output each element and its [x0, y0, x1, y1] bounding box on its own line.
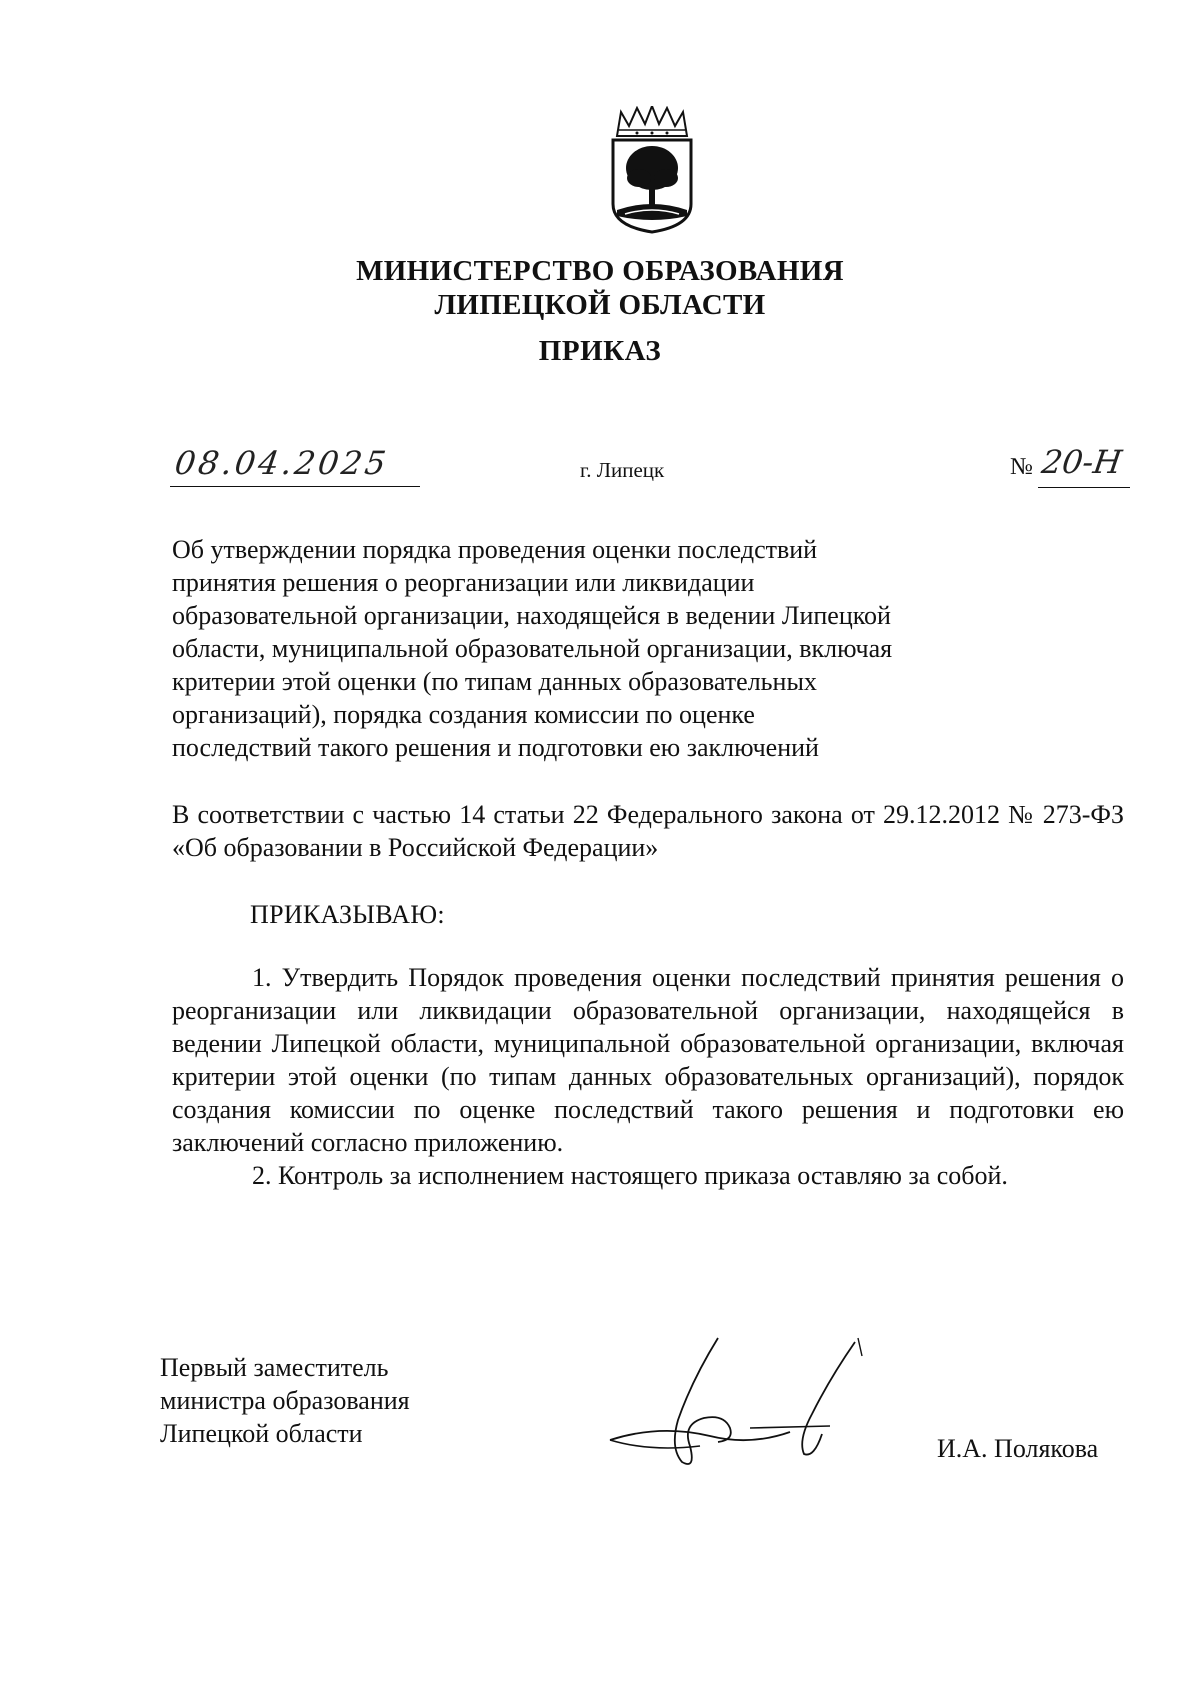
document-type: ПРИКАЗ [538, 335, 662, 367]
order-items [172, 961, 1124, 1192]
document-number: 20-Н [1039, 443, 1125, 481]
number-underline [1038, 487, 1130, 488]
position-line: министра образования [160, 1386, 410, 1415]
subject-line: организаций), порядка создания комиссии по оценке [172, 700, 755, 729]
signatory-name: И.А. Полякова [937, 1434, 1099, 1463]
signatory-position [160, 1351, 480, 1450]
position-line: Липецкой области [160, 1419, 363, 1448]
organization-name [0, 254, 1200, 322]
order-directive: ПРИКАЗЫВАЮ: [250, 900, 445, 929]
city: г. Липецк [580, 458, 665, 482]
org-line-2: ЛИПЕЦКОЙ ОБЛАСТИ [434, 289, 766, 321]
coat-of-arms-icon [611, 106, 693, 234]
date-underline [170, 486, 420, 487]
subject-line: принятия решения о реорганизации или ликвидации [172, 568, 755, 597]
subject-line: последствий такого решения и подготовки ею заключений [172, 733, 819, 762]
org-line-1: МИНИСТЕРСТВО ОБРАЗОВАНИЯ [356, 255, 844, 287]
order-item: 2. Контроль за исполнением настоящего приказа оставляю за собой. [252, 1161, 1008, 1190]
subject-line: области, муниципальной образовательной организации, включая [172, 634, 893, 663]
order-item: 1. Утвердить Порядок проведения оценки последствий принятия решения о реорганизации или ликвидации образовательной организации, находящейся в ведении Липецкой области, муниципальной образовательной организации, включая критерии этой оценки (по типам данных образовательных организаций), порядок создания комиссии по оценке последствий такого решения и подготовки ею заключений согласно приложению. [172, 963, 1124, 1157]
order-subject [172, 533, 992, 764]
legal-basis: В соответствии с частью 14 статьи 22 Федерального закона от 29.12.2012 № 273-ФЗ «Об образовании в Российской Федерации» [172, 800, 1124, 862]
number-label: № [1010, 454, 1033, 480]
subject-line: образовательной организации, находящейся в ведении Липецкой [172, 601, 891, 630]
subject-line: критерии этой оценки (по типам данных образовательных [172, 667, 817, 696]
subject-line: Об утверждении порядка проведения оценки последствий [172, 535, 818, 564]
document-date: 08.04.2025 [172, 444, 392, 482]
position-line: Первый заместитель [160, 1353, 389, 1382]
handwritten-signature [600, 1328, 900, 1478]
